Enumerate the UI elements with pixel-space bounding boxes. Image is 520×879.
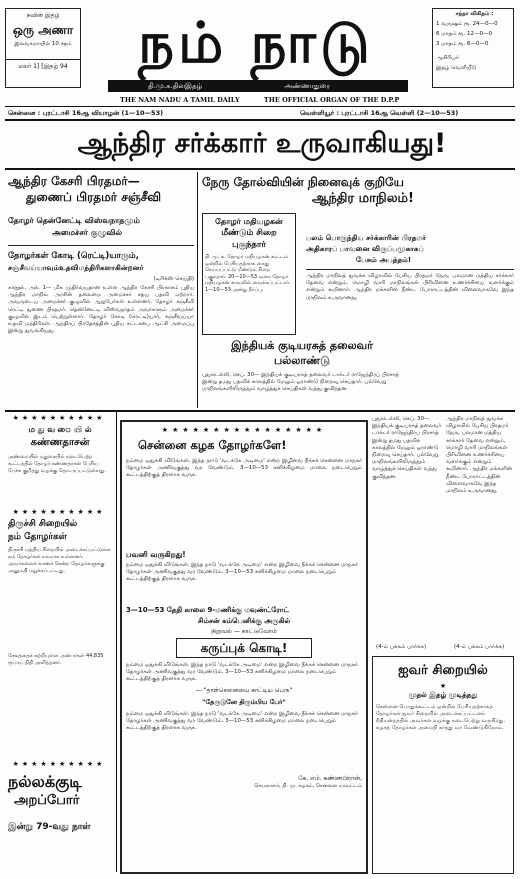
kannadasan-box <box>8 424 112 506</box>
nallakudi-title: நல்லக்குடி <box>8 772 82 791</box>
chennai-body: நம்மை ஒதுக்கி விடுங்கள், இந்த நாடு 'வடக்கே அடிமை' என்ற இழிவை நீக்கச் சென்னை மாநகர் தோழர்கள் அணிவகுத்து வர வேண்டும். 3—10—53 சனிக்கிழமை மாலை நடைபெறும் கூட்டத்திற்குத் திரளாக வருக. <box>126 458 362 479</box>
mathiyazhagan-body: தி. மு. க. தோழர் மதியழகன் கூட்டம் ஒன்றில் பேசியதற்காக கைது செய்யப்பட்டு மீண்டும் சிறை புகுந்தார். 20—10—53 வரை தோழர் மதியழகன் காவலில் வைக்கப்பட்டார். 1—10—53 அன்று தீர்ப்பு. <box>205 254 291 293</box>
english-line-right: THE OFFICIAL ORGAN OF THE D.P.P <box>263 96 400 104</box>
right-column-text: புதுடெல்லி, செப். 30— இந்தியக் குடியரசுத் தலைவர் டாக்டர் ராஜேந்திரப் பிரசாத் இன்று தமது பதவிக் காலத்தில் மேலும் ஓராண்டு நிறைவு செய்தார். பல்வேறு மாநிலங்களிலிருந்தும் வாழ்த்துச் செய்திகள் வந்து குவிந்தன. <box>372 416 442 480</box>
column-rule <box>197 172 198 408</box>
left-story-body: கர்நூல், அக். 1— மிக முதிர்வயதான உள்ள ஆந்திர கேசரி பிரகாசம் புதிய ஆந்திர மாநில அரசின் தலைமை அமைச்சர் சத்ய பதவி ஏற்றார். அவருடைய அமைச்சர் குழுவில் ஆறுபேர்கள் உள்ளனர். தோழர் சஞ்சீவி ரெட்டி துணை பிரதமர். தென்னேட்டி விஸ்வநாதம் அவர்களும் அமைச்சர் குழுவில் இடம் பெற்றுள்ளார். தோழர் கோடி (ரெட்டி)யார், சஞ்சீவய்யா உதவி மந்திரிகள். ஆந்திரப் பிரதேசத்தின் புதிய சட்டசபை ஆட்சி அமைப்பு இன்று துவங்கியது. <box>8 285 194 335</box>
india-headline: பல்லாண்டு <box>273 354 330 367</box>
nehru-sub-line: அதிகாரப் பாவனை விருப்பமுகாகப் <box>306 244 424 253</box>
chennai-sub-line: நிறுவல் — காட்டுவோம் <box>211 628 277 635</box>
stars-row: ★★★★★★★★★★ <box>12 508 106 516</box>
nehru-headline: ஆந்திர மாநிலம்! <box>312 191 414 206</box>
kannadasan-title: ம து வ ை யி ல் <box>28 425 92 434</box>
subscription-rate: 1 வருஷம் ரூ. 24—0—0 <box>436 21 498 27</box>
kannadasan-body: அண்மையில் மதுரையில் நடைபெற்ற கூட்டத்தில் தோழர் கண்ணதாசன் பேசிய பேச்சு குறித்து வழக்கு தொடரப்பட்டுள்ளது. <box>8 454 106 474</box>
section-rule <box>5 410 515 412</box>
chennai-place-line: சிம்சன் கம்பெனிக்கு அருகில் <box>197 617 291 625</box>
chennai-signature: கே. எம். கண்ணபிரான், <box>298 775 362 782</box>
headline-rule <box>5 168 515 170</box>
main-headline: ஆந்திர சர்க்கார் உருவாகியது! <box>77 128 447 159</box>
nehru-body: ஆந்திர மாநிலத் துவக்க விழாவில் பேசிய பிரதமர் நேரு, பலமான மத்திய சர்க்கார் தேவை என்றும், மொழி வாரி மாநிலங்கள் பிரிவினை உணர்ச்சியை வளர்க்கும் என்றும் கூறினார். ஆந்திர மக்களின் நீண்ட போராட்டத்தின் விளைவாகவே இந்த மாநிலம் உருவானது. <box>306 273 514 301</box>
left-story <box>8 173 194 435</box>
india-story-header <box>202 338 402 368</box>
india-body: புதுடெல்லி, செப். 30— இந்தியக் குடியரசுத் தலைவர் டாக்டர் ராஜேந்திரப் பிரசாத் இன்று தமது பதவிக் காலத்தில் மேலும் ஓராண்டு நிறைவு செய்தார். பல்வேறு மாநிலங்களிலிருந்தும் வாழ்த்துச் செய்திகள் வந்து குவிந்தன. <box>202 372 399 393</box>
subscription-box <box>432 8 514 88</box>
issue-line: மலர் 1] [இதழ் 94 <box>6 59 80 74</box>
subscription-rate: 6 மாதம் ரூ. 12—0—0 <box>436 31 492 37</box>
price-box <box>5 8 81 88</box>
chennai-date-line: 3—10—53 தேதி காலை 9-மணிக்கு மவுண்ட்ரோட் <box>126 606 290 614</box>
left-story-headline: ஆந்திர கேசரி பிரதமர்— <box>8 174 140 188</box>
tiruchi-box <box>8 518 112 709</box>
nehru-headline: நேரு தோல்வியின் நினைவுக் குறியே <box>202 175 404 189</box>
stars-row: ★★★★★★★★★★ <box>12 760 106 768</box>
nehru-sub <box>306 232 514 265</box>
chennai-body-3: நம்மை ஒதுக்கி விடுங்கள், இந்த நாடு 'வடக்கே அடிமை' என்ற இழிவை நீக்கச் சென்னை மாநகர் தோழர்கள் அணிவகுத்து வர வேண்டும். 3—10—53 சனிக்கிழமை மாலை நடைபெறும் கூட்டத்திற்குத் திரளாக வருக. <box>126 662 358 683</box>
jail-headline: ஐவர் சிறையில் <box>398 663 488 678</box>
left-story-headline: துணைப் பிரதமர் சஞ்சீவி <box>26 190 162 204</box>
chennai-signature-role: செயலாளர், தி. மு. கழகம், சென்னை மாவட்டம் <box>254 783 362 789</box>
nallakudi-title: அறப்போர் <box>14 793 80 808</box>
tiruchi-footer: சேலத்தைச் சுற்றியுள்ள அன்பர்கள் 44,835 ரூபாய் நிதி அளித்தனர். <box>8 653 104 666</box>
mathiyazhagan-headline: தோழர் மதியழகன் <box>215 217 283 226</box>
stars-row: ★★★★★★★★★★★★★★★★ <box>161 426 327 434</box>
nehru-sub-line: பேசும் அபத்தம்! <box>356 255 412 264</box>
nehru-sub-line: பலம் பொருந்திய சர்க்காரின் பிரதமர் <box>306 233 426 242</box>
tiruchi-title: திருச்சி சிறையில் <box>8 519 78 529</box>
tiruchi-body: திருச்சி மத்திய சிறையில் அடைக்கப்பட்டுள்ள நம் தோழர்கள் நலமாக உள்ளனர். அவர்களைக் காணச் சென்ற தோழர்களுக்கு அனுமதி மறுக்கப்பட்டது. <box>8 547 111 574</box>
price-line: ஒரு அணா <box>12 23 74 37</box>
chennai-quote: — "தாள்செனையை காட்டிய பெரு" <box>195 687 293 694</box>
dateline-right: வெள்ளியூர் : புரட்டாசி 16ஆ வெள்ளி (2—10—53) <box>300 109 459 117</box>
price-line: இலவசமாயில் 10 சதம் <box>14 41 72 47</box>
dateline-rule-bottom <box>5 119 515 121</box>
chennai-box <box>120 420 368 874</box>
nallakudi-footer: இன்று 79-வது நாள் <box>8 822 91 832</box>
chennai-quote: "தேருடுனே திரும்பிய பேர்" <box>202 698 286 706</box>
jail-star: ★ <box>439 682 447 690</box>
right-column-text: ஆந்திர மாநிலத் துவக்க விழாவில் பேசிய பிரதமர் நேரு, பலமான மத்திய சர்க்கார் தேவை என்றும், மொழி வாரி மாநிலங்கள் பிரிவினை உணர்ச்சியை வளர்க்கும் என்றும் கூறினார். ஆந்திர மக்களின் நீண்ட போராட்டத்தின் விளைவாகவே இந்த மாநிலம் உருவானது. <box>446 416 512 495</box>
jail-box <box>372 656 514 874</box>
dateline-rule-top <box>5 106 515 107</box>
chennai-body-4: நம்மை ஒதுக்கி விடுங்கள், இந்த நாடு 'வடக்கே அடிமை' என்ற இழிவை நீக்கச் சென்னை மாநகர் தோழர்கள் அணிவகுத்து வர வேண்டும். 3—10—53 சனிக்கிழமை மாலை நடைபெறும் கூட்டத்திற்குத் திரளாக வருக. <box>126 711 358 732</box>
continued-note: (4-ம் பக்கம் பார்க்க) <box>376 644 427 650</box>
masthead-subtitle-left: தி.மு.க.தினஇதழ் <box>148 82 203 90</box>
subscription-title: சந்தா விகிதம் : <box>455 11 494 17</box>
subscription-note: ஆசிரியர் <box>436 55 459 61</box>
nallakudi-box <box>8 772 112 833</box>
left-story-second-headline: சஞ்சீவய்யாவும்உதவிமந்திரிகளாகின்றனர் <box>8 263 144 272</box>
left-story-subhead: தோழர் தென்னேட்டி விஸ்வநாதமும் <box>8 216 140 225</box>
mathiyazhagan-box <box>202 213 296 335</box>
divider <box>8 245 194 246</box>
chennai-black-flag: கருப்புக் கொடி! <box>176 638 312 658</box>
masthead-subtitle-right: அண்ணாதுரை <box>284 82 330 90</box>
masthead-title: நம் நாடு <box>138 10 374 76</box>
mathiyazhagan-headline: மீண்டும் சிறை <box>221 228 277 238</box>
left-story-subhead: அமைச்சர் குழுவில் <box>52 228 123 237</box>
english-line <box>86 96 430 104</box>
mathiyazhagan-headline: புகுந்தார் <box>232 240 266 250</box>
price-line: நவின் இதழ் <box>26 12 60 19</box>
nehru-story <box>202 174 514 208</box>
kannadasan-title: கண்ணதாசன் <box>30 437 90 448</box>
tiruchi-title: நம் தோழர்கள் <box>8 532 67 542</box>
left-story-credit: (டிரிக்ஸ் செய்தி) <box>153 276 194 282</box>
chennai-body-2: நம்மை ஒதுக்கி விடுங்கள், இந்த நாடு 'வடக்கே அடிமை' என்ற இழிவை நீக்கச் சென்னை மாநகர் தோழர்கள் அணிவகுத்து வர வேண்டும். 3—10—53 சனிக்கிழமை மாலை நடைபெறும் கூட்டத்திற்குத் திரளாக வருக. <box>126 562 358 583</box>
jail-sub: முதல் இதழ் முடித்தது <box>408 691 478 699</box>
masthead-subtitle-band <box>108 80 408 92</box>
column-rule <box>116 412 117 872</box>
english-line-left: THE NAM NADU A TAMIL DAILY <box>120 96 240 104</box>
nehru-underline <box>306 269 514 270</box>
chennai-banner: பவனி வருகிறது! <box>126 550 186 559</box>
continued-note: (4-ம் பக்கம் பார்க்க) <box>454 644 505 650</box>
subscription-note: இதழ் வெளியீடு <box>436 65 477 71</box>
subscription-rate: 3 மாதம் ரூ. 6—0—0 <box>436 41 489 47</box>
left-story-second-headline: தோழர்கள் கோடி (ரெட்டி)யாரும், <box>8 251 139 261</box>
india-headline: இந்தியக் குடியரசுத் தலைவர் <box>231 339 373 352</box>
dateline-left: சென்னை : புரட்டாசி 16ஆ வியாழன் (1—10—53) <box>8 109 164 117</box>
stars-row: ★★★★★★★★★★ <box>12 414 106 422</box>
jail-body: சென்னை பொதுக்கூட்டம் ஒன்றில் பேசியதற்காகத் தோழர்கள் ஐவர் சிறையில் அடைக்கப்பட்டனர். நீதிமன்றத்தில் அவர்கள் வழக்கு நடைபெற்று வருகிறது. கழகத் தோழர்கள் அமைதி காத்து வர வேண்டுகிறோம். <box>376 704 506 731</box>
chennai-headline: சென்னை கழக தோழர்களே! <box>138 438 287 452</box>
